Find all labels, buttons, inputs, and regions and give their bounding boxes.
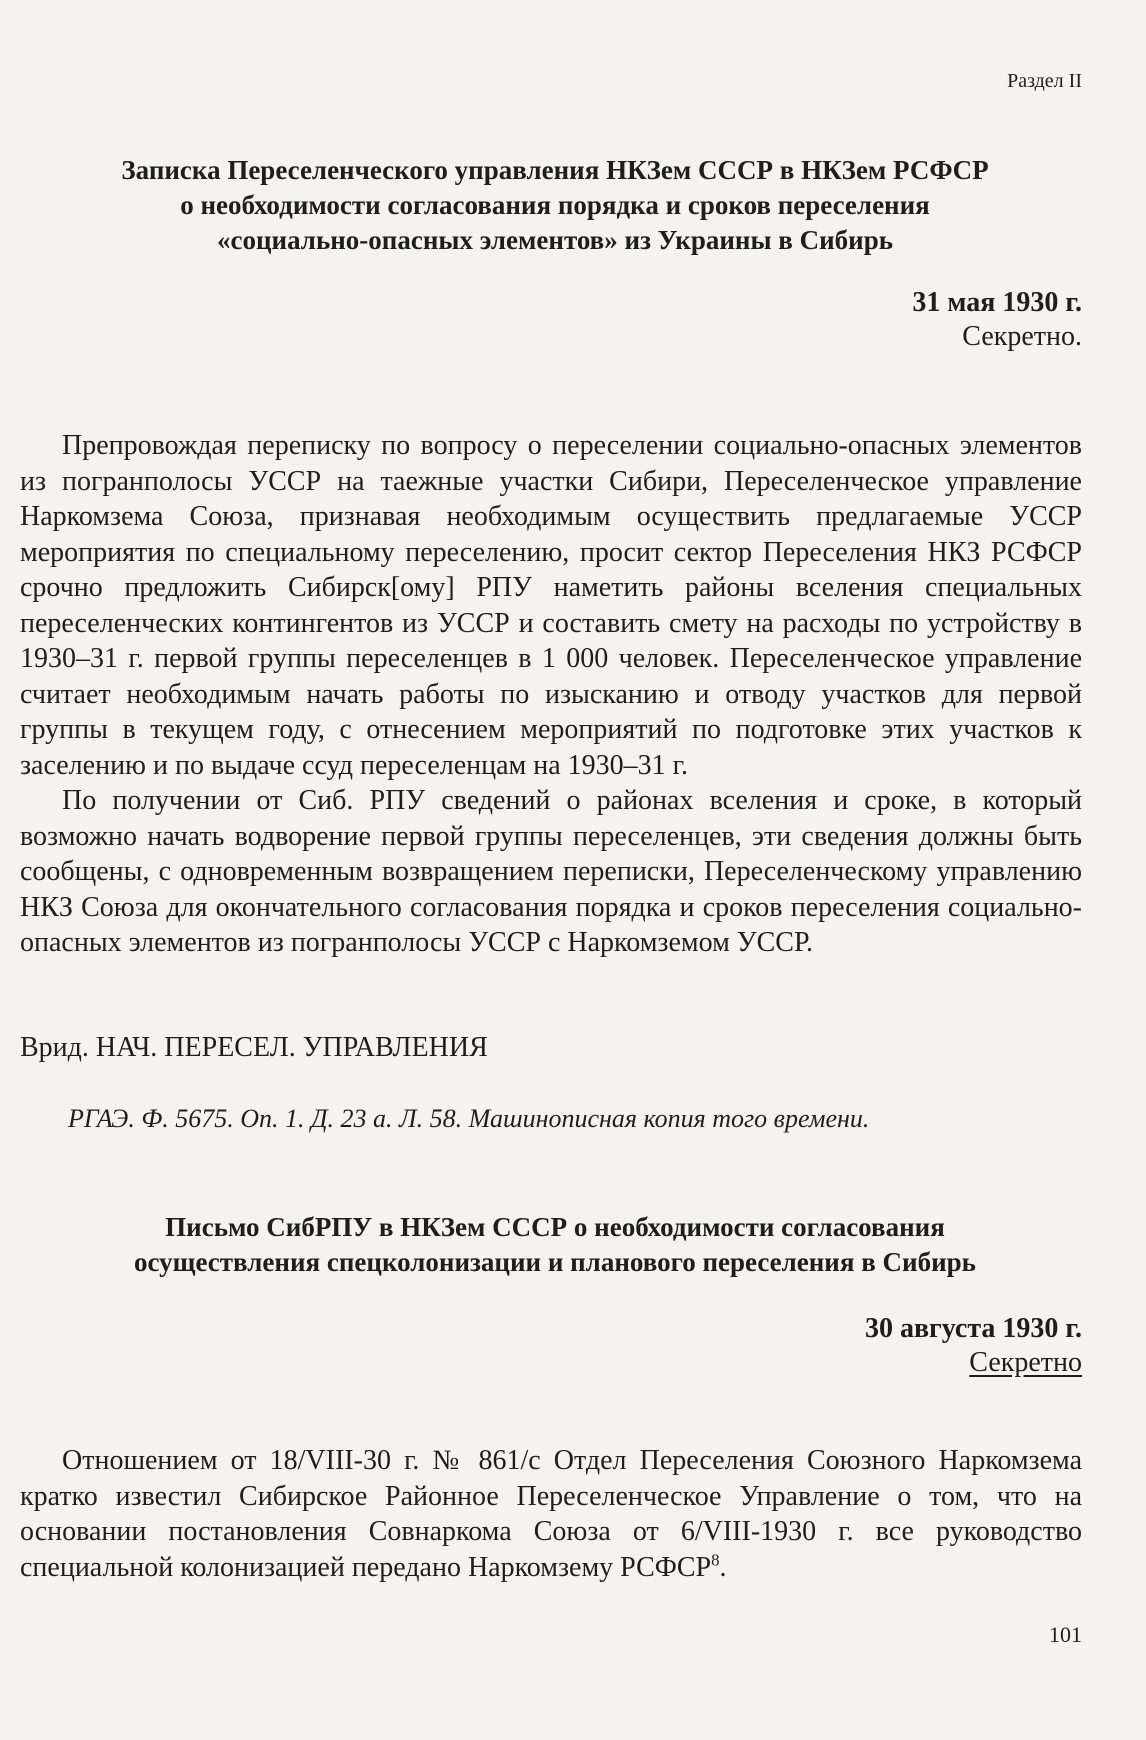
doc1-title-line: о необходимости согласования порядка и сроков переселения bbox=[180, 190, 930, 220]
doc1-classification: Секретно. bbox=[962, 321, 1082, 352]
doc1-body bbox=[20, 428, 1082, 961]
doc2-title-line: Письмо СибРПУ в НКЗем СССР о необходимости согласования bbox=[165, 1212, 945, 1242]
doc2-paragraph-text: Отношением от 18/VIII-30 г. № 861/с Отдел Переселения Союзного Наркомзема кратко известил Сибирское Районное Переселенческое Управление о том, что на основании постановления Совнаркома Союза от 6/VIII-1930 г. все руководство специальной колонизацией передано Наркомзему РСФСР bbox=[20, 1445, 1082, 1583]
doc2-meta bbox=[865, 1312, 1082, 1380]
doc2-title-line: осуществления спецколонизации и планового переселения в Сибирь bbox=[134, 1247, 976, 1277]
section-label: Раздел II bbox=[1007, 70, 1082, 92]
doc1-date: 31 мая 1930 г. bbox=[912, 287, 1082, 318]
doc1-paragraph-2: По получении от Сиб. РПУ сведений о районах вселения и сроке, в который возможно начать водворение первой группы переселенцев, эти сведения должны быть сообщены, с одновременным возвращением переписки, Переселенческому управлению НКЗ Союза для окончательного согласования порядка и сроков переселения социально-опасных элементов из погранполосы УССР с Наркомземом УССР. bbox=[20, 785, 1082, 958]
page-number: 101 bbox=[1049, 1622, 1082, 1647]
doc2-paragraph bbox=[20, 1443, 1082, 1585]
doc1-meta bbox=[912, 286, 1082, 354]
doc1-signature: Врид. НАЧ. ПЕРЕСЕЛ. УПРАВЛЕНИЯ bbox=[20, 1032, 488, 1063]
doc1-title-line: Записка Переселенческого управления НКЗем СССР в НКЗем РСФСР bbox=[121, 155, 989, 185]
doc2-date: 30 августа 1930 г. bbox=[864, 1313, 1082, 1344]
doc2-body bbox=[20, 1443, 1082, 1585]
doc1-title bbox=[60, 153, 1050, 258]
doc2-classification: Секретно bbox=[969, 1347, 1082, 1378]
doc1-title-line: «социально-опасных элементов» из Украины в Сибирь bbox=[216, 225, 894, 255]
doc1-source: РГАЭ. Ф. 5675. Оп. 1. Д. 23 а. Л. 58. Машинописная копия того времени. bbox=[68, 1104, 870, 1133]
doc2-title bbox=[60, 1210, 1050, 1280]
footnote-ref: 8 bbox=[711, 1550, 720, 1570]
doc2-paragraph-end: . bbox=[719, 1551, 727, 1583]
doc1-paragraph-1: Препровождая переписку по вопросу о переселении социально-опасных элементов из погранполосы УССР на таежные участки Сибири, Переселенческое управление Наркомзема Союза, признавая необходимым осуществить предлагаемые УССР мероприятия по специальному переселению, просит сектор Переселения НКЗ РСФСР срочно предложить Сибирск[ому] РПУ наметить районы вселения специальных переселенческих контингентов из УССР и составить смету на расходы по устройству в 1930–31 г. первой группы переселенцев в 1 000 человек. Переселенческое управление считает необходимым начать работы по изысканию и отводу участков для первой группы в текущем году, с отнесением мероприятий по подготовке этих участков к заселению и по выдаче ссуд переселенцам на 1930–31 г. bbox=[20, 430, 1082, 781]
